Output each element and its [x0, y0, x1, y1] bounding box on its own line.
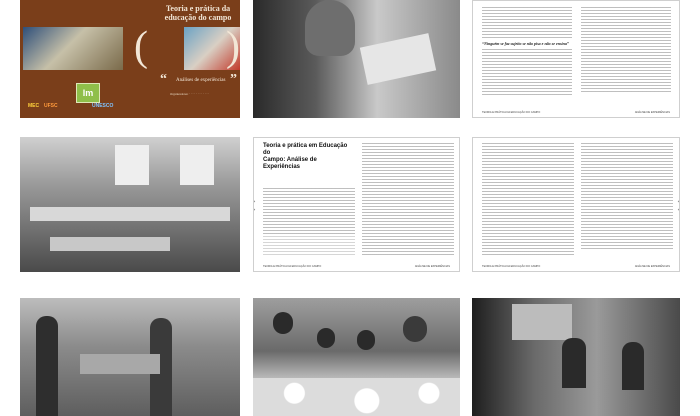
footer-right: ANÁLISE DE EXPERIÊNCIAS [634, 111, 670, 114]
photo-child-head [357, 330, 375, 350]
footer-left: TEORIA E PRÁTICA DA EDUCAÇÃO DO CAMPO [482, 265, 541, 268]
text-column [263, 188, 355, 234]
text-column [482, 7, 572, 39]
photo-child-head [317, 328, 335, 348]
photo-page-children-flowers[interactable] [253, 298, 460, 416]
photo-paper-flowers [253, 378, 460, 416]
text-column [581, 143, 673, 251]
text-column [482, 143, 574, 256]
photo-crowd [80, 354, 160, 374]
text-column [362, 143, 454, 256]
photo-figure-head [305, 0, 355, 56]
photo-desks [30, 207, 230, 221]
text-column [581, 7, 671, 93]
photo-child-head [403, 316, 427, 342]
photo-poster [512, 304, 572, 340]
photo-window [115, 145, 149, 185]
chapter-title: Teoria e prática em Educação do Campo: Análise de Experiências [263, 143, 348, 170]
photo-person-seated [562, 338, 586, 388]
photo-page-classroom[interactable] [20, 137, 240, 272]
text-page-chapter-opening[interactable] [253, 137, 460, 272]
program-logo: lm [76, 83, 100, 103]
footer-left: TEORIA E PRÁTICA DA EDUCAÇÃO DO CAMPO [482, 111, 541, 114]
photo-desks [50, 237, 170, 251]
logo-mec: MEC [28, 103, 40, 109]
photo-page-hall-dance[interactable] [20, 298, 240, 416]
cover-quote-close: ” [230, 72, 237, 87]
cover-photo-hands-writing [23, 27, 123, 70]
footnote-column [263, 236, 355, 256]
pull-quote: “Ninguém se faz sujeito se não pisa e não se ensina” [482, 41, 569, 46]
cover-organizers: Organizadores: · · · · · · · · · · · · [170, 92, 210, 96]
footer-right: ANÁLISE DE EXPERIÊNCIAS [634, 265, 670, 268]
cover-subtitle: Análises de experiências [176, 78, 226, 83]
cover-open-paren: ( [134, 24, 148, 70]
photo-person-seated [622, 342, 644, 390]
photo-window [180, 145, 214, 185]
photo-page-woman-writing[interactable] [253, 0, 460, 118]
photo-person-standing [36, 316, 58, 416]
footer-right: ANÁLISE DE EXPERIÊNCIAS [414, 265, 450, 268]
cover-title: Teoria e prática da educação do campo [164, 4, 232, 22]
text-column [482, 49, 572, 95]
text-page-spread-1[interactable] [472, 0, 680, 118]
footer-left: TEORIA E PRÁTICA DA EDUCAÇÃO DO CAMPO [263, 265, 322, 268]
book-cover[interactable] [20, 0, 240, 118]
cover-close-paren: ) [226, 24, 240, 70]
photo-page-classroom-wall[interactable] [472, 298, 680, 416]
photo-child-head [273, 312, 293, 334]
text-page-spread-2[interactable] [472, 137, 680, 272]
logo-unesco: UNESCO [92, 103, 114, 109]
logo-ufsc: UFSC [44, 103, 58, 109]
chevron-left-icon[interactable] [253, 200, 259, 210]
cover-quote-open: “ [160, 72, 167, 87]
chevron-right-icon[interactable] [674, 200, 680, 210]
